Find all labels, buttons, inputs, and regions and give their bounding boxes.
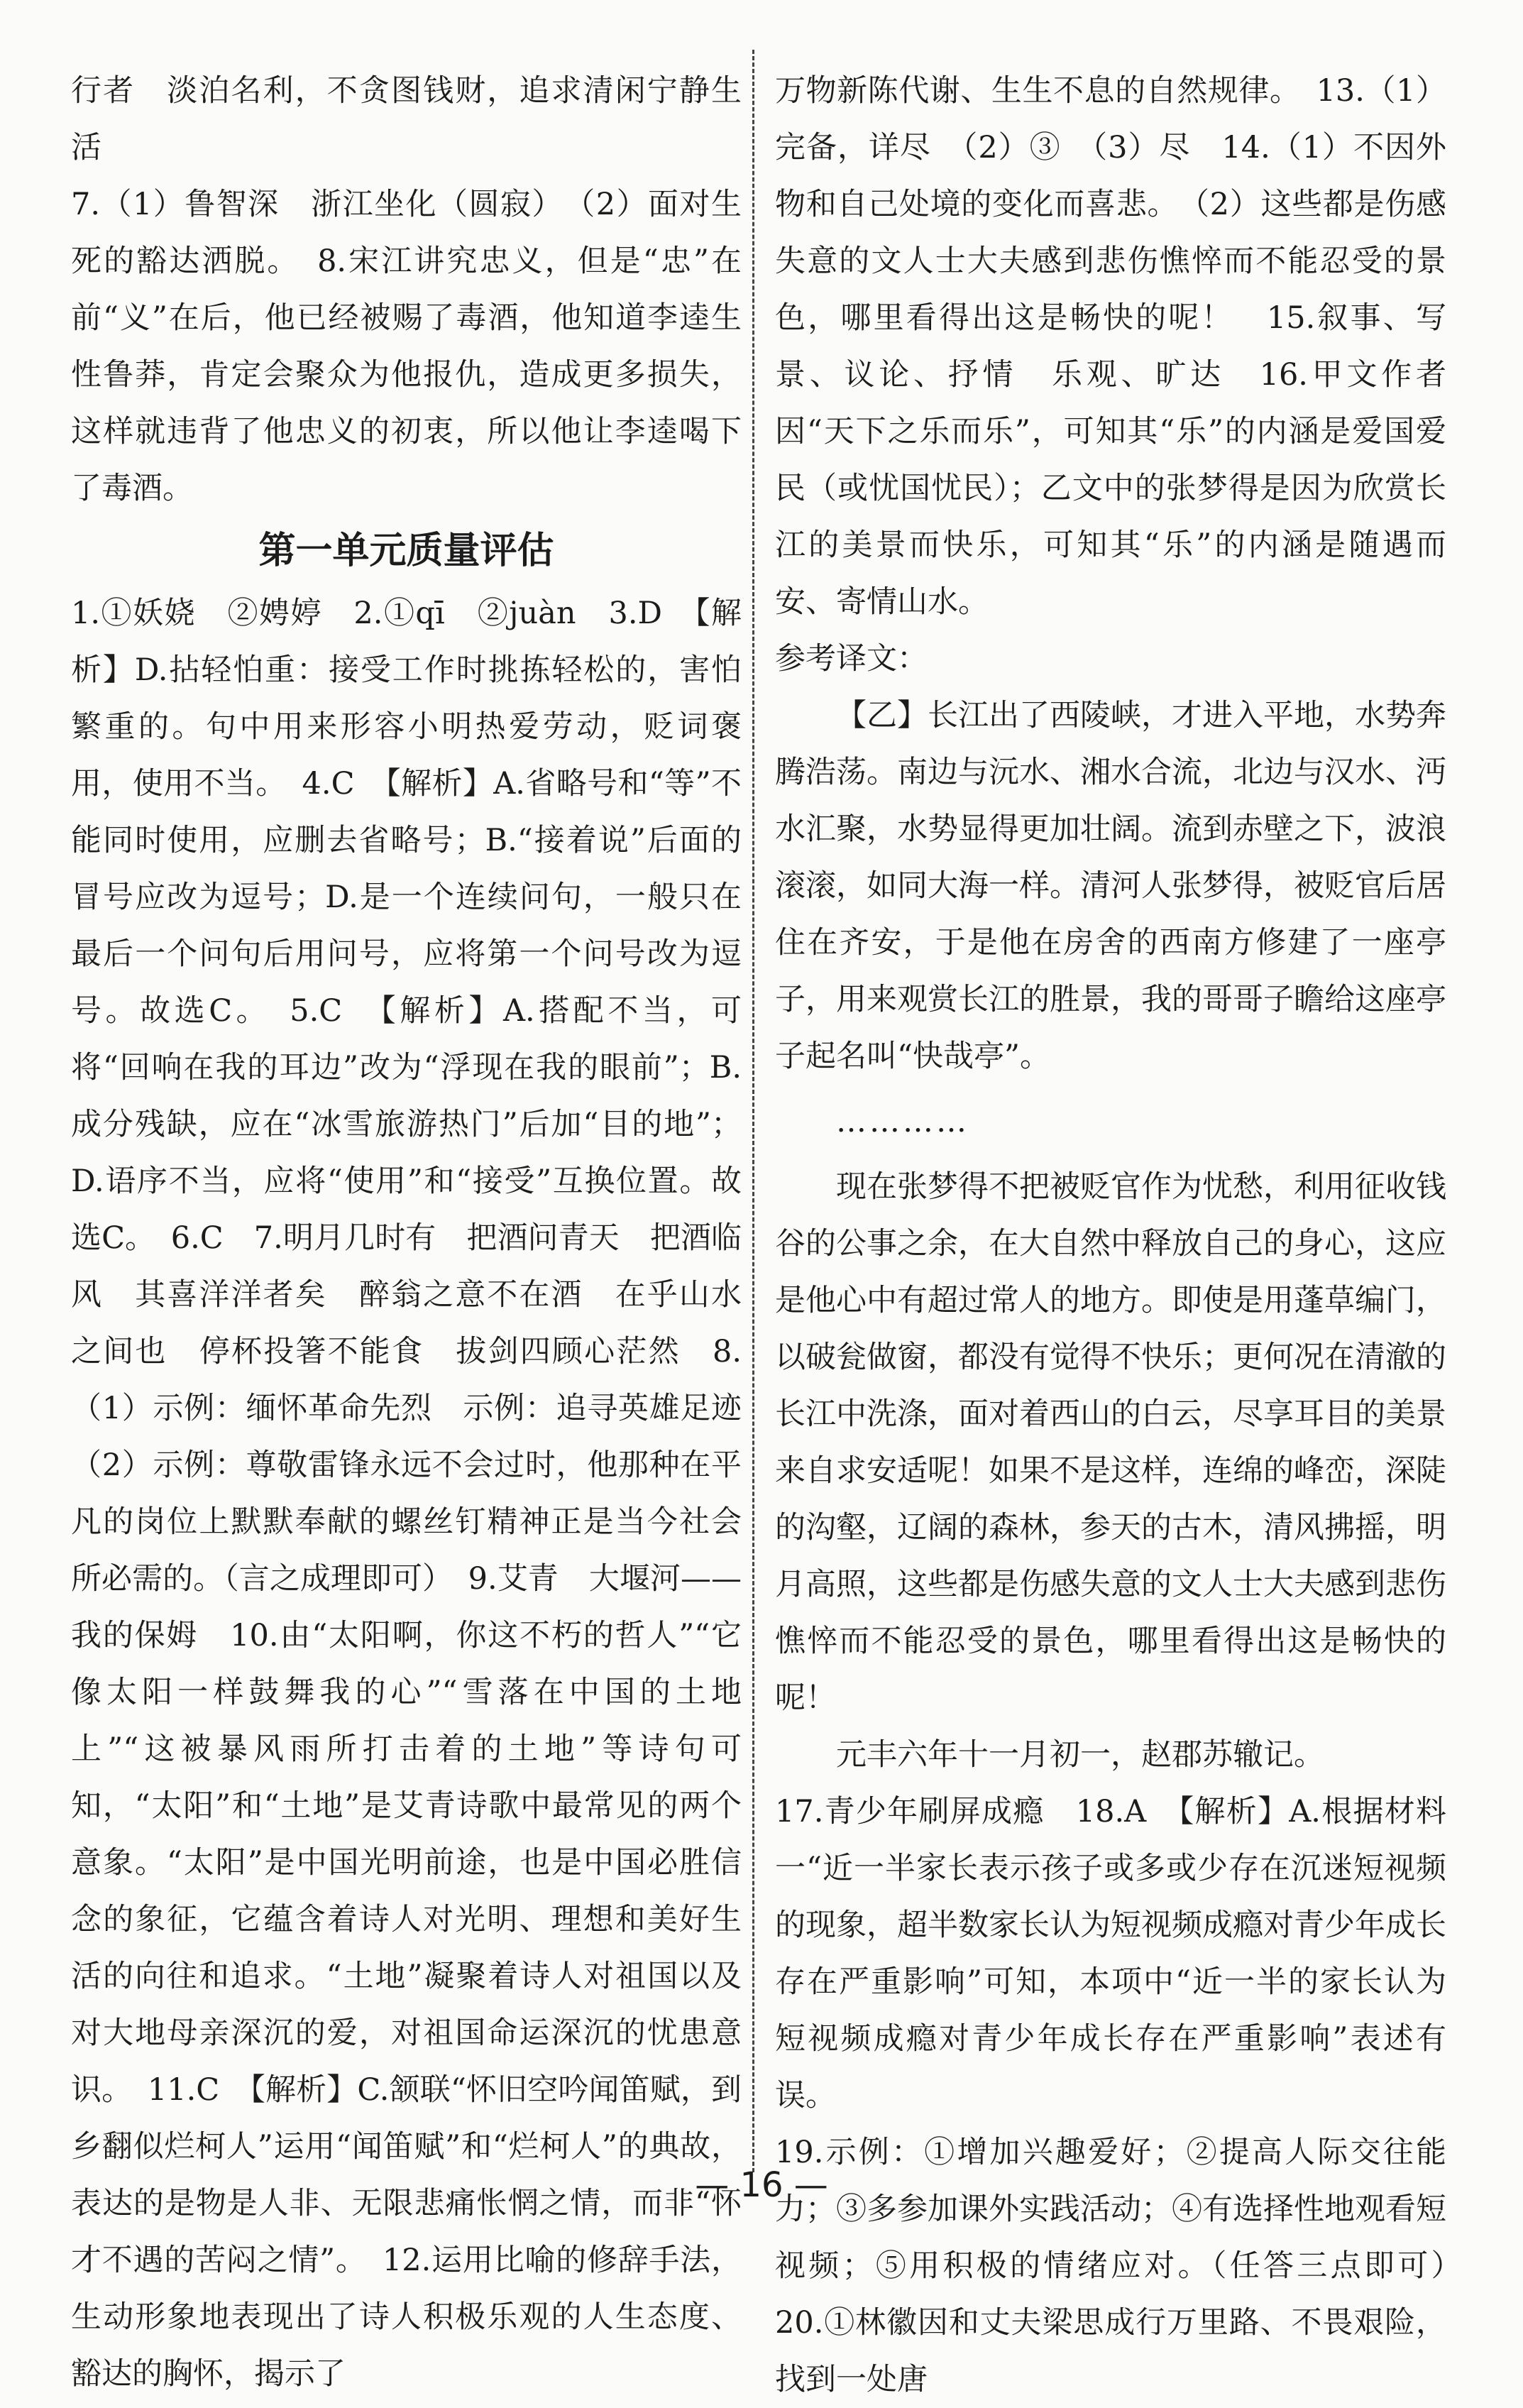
paragraph: 现在张梦得不把被贬官作为忧愁，利用征收钱谷的公事之余，在大自然中释放自己的身心，这应是他心中有超过常人的地方。即使是用蓬草编门，以破瓮做窗，都没有觉得不快乐；更何况在清澈的长江中洗涤，面对着西山的白云，尽享耳目的美景来自求安适呢！如果不是这样，连绵的峰峦，深陡的沟壑，辽阔的森林，参天的古木，清风拂摇，明月高照，这些都是伤感失意的文人士大夫感到悲伤憔悴而不能忍受的景色，哪里看得出这是畅快的呢！	[775, 1169, 1446, 1716]
ellipsis: …………	[836, 1104, 969, 1139]
paragraph: 行者 淡泊名利，不贪图钱财，追求清闲宁静生活	[71, 73, 742, 165]
column-divider	[752, 50, 754, 2172]
paragraph: 1.①妖娆 ②娉婷 2.①qī ②juàn 3.D 【解析】D.拈轻怕重：接受工作时挑拣轻松的，害怕繁重的。句中用来形容小明热爱劳动，贬词褒用，使用不当。 4.C 【解析】A.省略号和“等”不能同时使用，应删去省略号；B.“接着说”后面的冒号应改为逗号；D.是一个连续问句，一般只在最后一个问句后用问号，应将第一个问号改为逗号。故选C。 5.C 【解析】A.搭配不当，可将“回响在我的耳边”改为“浮现在我的眼前”；B.成分残缺，应在“冰雪旅游热门”后加“目的地”；D.语序不当，应将“使用”和“接受”互换位置。故选C。 6.C 7.明月几时有 把酒问青天 把酒临风 其喜洋洋者矣 醉翁之意不在酒 在乎山水之间也 停杯投箸不能食 拔剑四顾心茫然 8.（1）示例：缅怀革命先烈 示例：追寻英雄足迹 （2）示例：尊敬雷锋永远不会过时，他那种在平凡的岗位上默默奉献的螺丝钉精神正是当今社会所必需的。（言之成理即可） 9.艾青 大堰河——我的保姆 10.由“太阳啊，你这不朽的哲人”“它像太阳一样鼓舞我的心”“雪落在中国的土地上”“这被暴风雨所打击着的土地”等诗句可知，“太阳”和“土地”是艾青诗歌中最常见的两个意象。“太阳”是中国光明前途，也是中国必胜信念的象征，它蕴含着诗人对光明、理想和美好生活的向往和追求。“土地”凝聚着诗人对祖国以及对大地母亲深沉的爱，对祖国命运深沉的忧患意识。 11.C 【解析】C.颔联“怀旧空吟闻笛赋，到乡翻似烂柯人”运用“闻笛赋”和“烂柯人”的典故，表达的是物是人非、无限悲痛怅惘之情，而非“怀才不遇的苦闷之情”。 12.运用比喻的修辞手法，生动形象地表现出了诗人积极乐观的人生态度、豁达的胸怀，揭示了	[71, 596, 772, 2392]
paragraph: 19.示例：①增加兴趣爱好；②提高人际交往能力；③多参加课外实践活动；④有选择性地观看短视频；⑤用积极的情绪应对。（任答三点即可） 20.①林徽因和丈夫梁思成行万里路、不畏艰险，找到一处唐	[775, 2135, 1477, 2397]
paragraph: 元丰六年十一月初一，赵郡苏辙记。	[836, 1737, 1324, 1773]
paragraph: 7.（1）鲁智深 浙江坐化（圆寂） （2）面对生死的豁达洒脱。 8.宋江讲究忠义，但是“忠”在前“义”在后，他已经被赐了毒酒，他知道李逵生性鲁莽，肯定会聚众为他报仇，造成更多损失，这样就违背了他忠义的初衷，所以他让李逵喝下了毒酒。	[71, 187, 742, 506]
page-number: — 16 —	[695, 2165, 828, 2205]
right-column	[775, 62, 1477, 2408]
paragraph: 【乙】长江出了西陵峡，才进入平地，水势奔腾浩荡。南边与沅水、湘水合流，北边与汉水、沔水汇聚，水势显得更加壮阔。流到赤壁之下，波浪滚滚，如同大海一样。清河人张梦得，被贬官后居住在齐安，于是他在房舍的西南方修建了一座亭子，用来观赏长江的胜景，我的哥哥子瞻给这座亭子起名叫“快哉亭”。	[775, 698, 1446, 1074]
paragraph: 17.青少年刷屏成瘾 18.A 【解析】A.根据材料一“近一半家长表示孩子或多或少存在沉迷短视频的现象，超半数家长认为短视频成瘾对青少年成长存在严重影响”可知，本项中“近一半的家长认为短视频成瘾对青少年成长存在严重影响”表述有误。	[775, 1794, 1446, 2113]
paragraph: 万物新陈代谢、生生不息的自然规律。 13.（1）完备，详尽 （2）③ （3）尽 14.（1）不因外物和自己处境的变化而喜悲。 （2）这些都是伤感失意的文人士大夫感到悲伤憔悴而不能忍受的景色，哪里看得出这是畅快的呢！ 15.叙事、写景、议论、抒情 乐观、旷达 16.甲文作者因“天下之乐而乐”，可知其“乐”的内涵是爱国爱民（或忧国忧民）；乙文中的张梦得是因为欣赏长江的美景而快乐，可知其“乐”的内涵是随遇而安、寄情山水。	[775, 73, 1446, 620]
translation-label: 参考译文：	[775, 641, 928, 677]
section-title: 第一单元质量评估	[258, 530, 554, 572]
